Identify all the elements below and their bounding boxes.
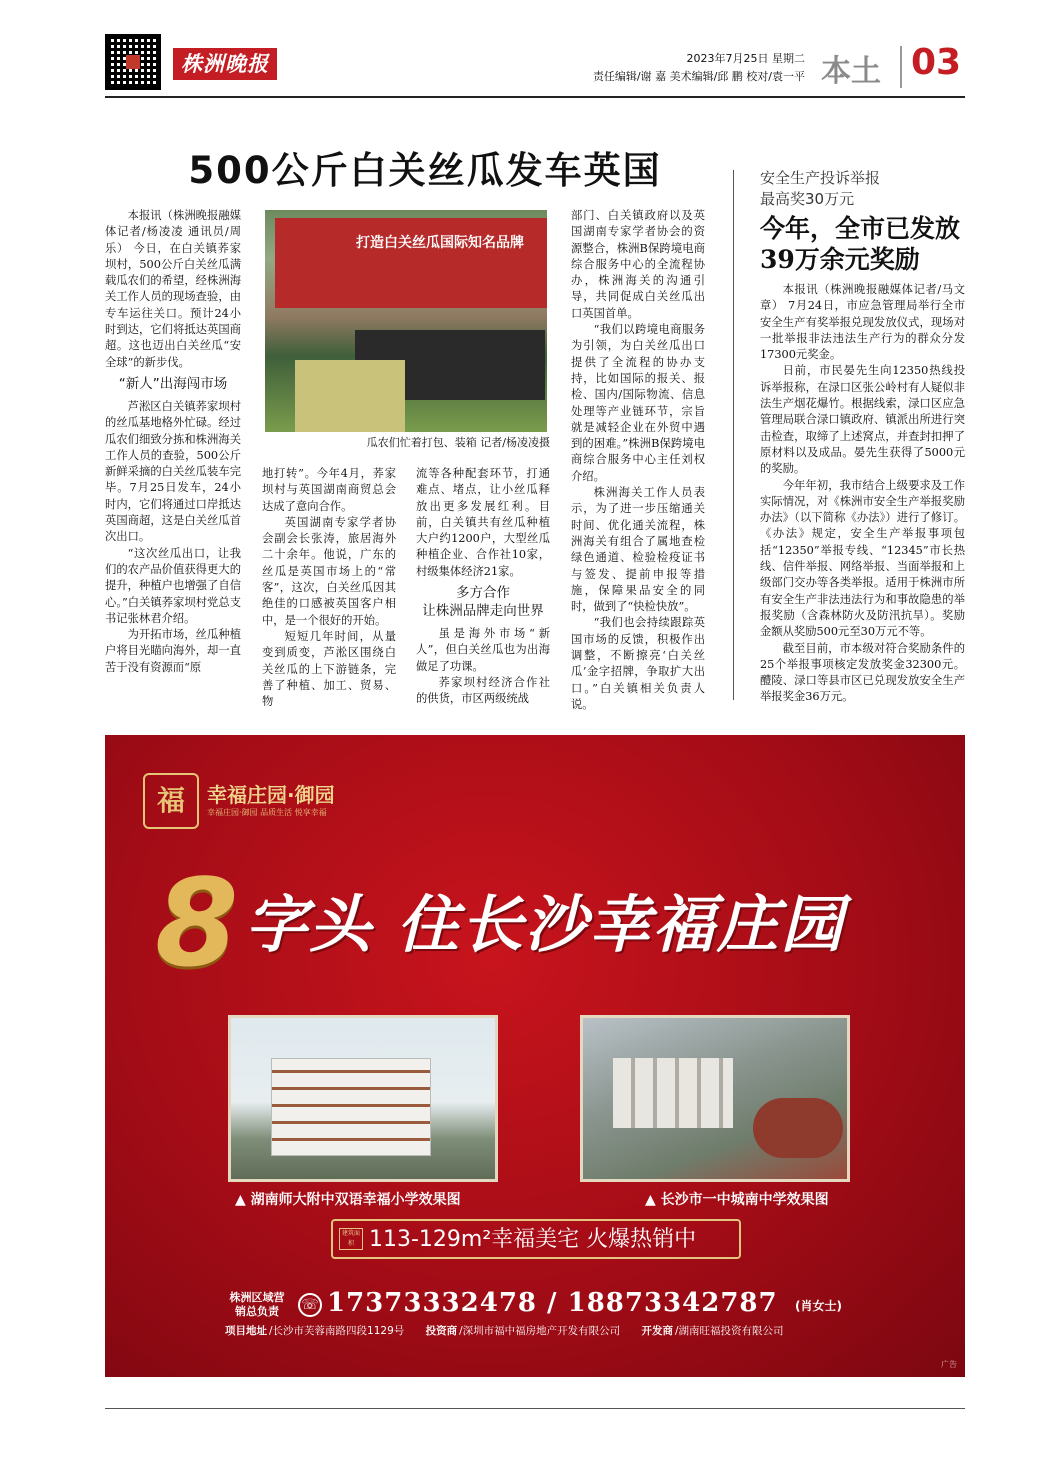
- address-value: /长沙市芙蓉南路四段1129号: [269, 1325, 405, 1337]
- article1-paragraph: 为开拓市场，丝瓜种植户将目光瞄向海外，却一直苦于没有资源而“原: [105, 628, 241, 674]
- article1-paragraph: “我们以跨境电商服务为引领，为白关丝瓜出口提供了全流程的协办支持，比如国际的报关、报检、国内/国际物流、信息处理等产业链环节，宗旨就是减轻企业在外贸中遇到的困难。”株洲B保跨境电商综合服务中心主任刘权介绍。: [571, 323, 705, 483]
- ad-slogan: 字头 住长沙幸福庄园: [245, 888, 845, 961]
- article2-kicker: [760, 168, 880, 210]
- primary-school-rendering[interactable]: [228, 1015, 498, 1182]
- photo-banner-text: 打造白关丝瓜国际知名品牌: [356, 235, 524, 251]
- ad-offer-text: 113-129m²幸福美宅 火爆热销中: [369, 1227, 697, 1252]
- article1-paragraph: 芦淞区白关镇荞家坝村的丝瓜基地格外忙碌。经过瓜农们细致分拣和株洲海关工作人员的查验，500公斤新鲜采摘的白关丝瓜装车完毕。7月25日发车，24小时内，它们将通过口岸抵达英国商超，这是白关丝瓜首次出口。: [105, 399, 241, 544]
- article1-paragraph: 部门、白关镇政府以及英国湖南专家学者协会的资源整合，株洲B保跨境电商综合服务中心的全流程协办，株洲海关的沟通引导，共同促成白关丝瓜出口英国首单。: [571, 209, 705, 320]
- page-bottom-rule: [105, 1408, 965, 1409]
- article2-paragraph: 本报讯（株洲晚报融媒体记者/马文章） 7月24日，市应急管理局举行全市安全生产有奖举报兑现发放仪式，现场对一批举报非法违法生产行为的群众分发17300元奖金。: [760, 283, 965, 362]
- masthead-rule: [105, 96, 965, 98]
- brand-emblem-icon: 福: [143, 773, 199, 829]
- ad-footer: [225, 1323, 965, 1338]
- article2-paragraph: 今年年初，我市结合上级要求及工作实际情况，对《株洲市安全生产举报奖励办法》（以下简称《办法》）进行了修订。《办法》规定，安全生产举报事项包括“12350”举报专线、“12345”市长热线、信件举报、网络举报、当面举报和上级部门交办等各类举报。适用于株洲市所有安全生产非法违法行为和事故隐患的举报奖励（含森林防火及防汛抗旱）。奖励金额从奖励500元至30万元不等。: [760, 478, 965, 639]
- article1-paragraph: “这次丝瓜出口，让我们的农产品价值获得更大的提升，种植户也增强了自信心。”白关镇荞家坝村党总支书记张林君介绍。: [105, 546, 241, 625]
- article1-subhead-2: [416, 584, 550, 620]
- ad-caption-left: ▲ 湖南师大附中双语幸福小学效果图: [235, 1192, 461, 1208]
- qr-code-icon[interactable]: [105, 34, 161, 90]
- article2-paragraph: 截至目前，市本级对符合奖励条件的25个举报事项核定发放奖金32300元。醴陵、渌口等县市区已兑现发放安全生产举报奖金36万元。: [760, 641, 965, 704]
- page-number: 03: [911, 42, 962, 83]
- ad-contact-label: 株洲区域营销总负责: [229, 1291, 285, 1318]
- newspaper-logo: 株洲晚报: [173, 48, 277, 80]
- crate-shape: [295, 360, 405, 432]
- ad-offer-tag: 建筑面积: [339, 1228, 363, 1250]
- kicker-line: 安全生产投诉举报: [760, 169, 881, 187]
- ad-brand-name: 幸福庄园·御园: [207, 783, 335, 807]
- developer-label: 开发商: [641, 1325, 673, 1337]
- kicker-line: 最高奖30万元: [760, 190, 855, 208]
- ad-offer-box: [331, 1219, 741, 1259]
- photo-caption: 瓜农们忙着打包、装箱 记者/杨凌凌摄: [366, 436, 550, 449]
- ad-mark: 广告: [941, 1360, 957, 1369]
- running-track-shape: [753, 1098, 843, 1158]
- middle-school-rendering[interactable]: [580, 1015, 850, 1182]
- article1-paragraph: 虽是海外市场“新人”，但白关丝瓜也为出海做足了功课。: [416, 627, 550, 673]
- phone-icon: ☏: [298, 1293, 322, 1317]
- ad-caption-right: ▲ 长沙市一中城南中学效果图: [645, 1192, 829, 1208]
- article1-paragraph: 短短几年时间，从量变到质变，芦淞区围绕白关丝瓜的上下游链条，完善了种植、加工、贸易、物: [262, 629, 396, 709]
- issue-date: 2023年7月25日 星期二: [686, 52, 805, 65]
- article1-paragraph: 荞家坝村经济合作社的供货，市区两级统战: [416, 675, 550, 706]
- article2-headline: 今年，全市已发放39万余元奖励: [760, 214, 961, 274]
- article1-column-4: [571, 208, 705, 713]
- article1-paragraph: 英国湖南专家学者协会副会长张涛，旅居海外二十余年。他说，广东的丝瓜是英国市场上的“常客”，这次，白关丝瓜因其绝佳的口感被英国客户相中，是一个很好的开始。: [262, 515, 396, 627]
- investor-label: 投资商: [425, 1325, 458, 1337]
- developer-value: /湖南旺福投资有限公司: [675, 1325, 784, 1337]
- article1-subhead-1: “新人”出海闯市场: [118, 375, 228, 392]
- address-label: 项目地址: [225, 1325, 267, 1337]
- article1-paragraph: 本报讯（株洲晚报融媒体记者/杨凌凌 通讯员/周乐） 今日，在白关镇荞家坝村，500公斤白关丝瓜满载瓜农们的希望，经株洲海关工作人员的现场查验，由专车运往关口。预计24小时到达，它们将抵达英国商超。这也迈出白关丝瓜“安全球”的新步伐。: [105, 209, 241, 369]
- article2-paragraph: 日前，市民晏先生向12350热线投诉举报称，在渌口区张公岭村有人疑似非法生产烟花爆竹。根据线索，渌口区应急管理局联合渌口镇政府、镇派出所进行突击检查，取缔了上述窝点，并查封扣押了原材料以及成品。晏先生获得了5000元的奖励。: [760, 364, 965, 476]
- article1-paragraph: 株洲海关工作人员表示，为了进一步压缩通关时间、优化通关流程，株洲海关有组合了属地查检绿色通道、检验检疫证书与签发、提前申报等措施，保障果品安全的同时，做到了“快检快放”。: [571, 486, 705, 614]
- ad-contact-person: (肖女士): [795, 1299, 842, 1313]
- article1-column-1: [105, 208, 241, 676]
- ad-brand-tagline: 幸福庄园·御园 品质生活 悦享幸福: [207, 808, 327, 817]
- article1-paragraph: 流等各种配套环节，打通难点、堵点，让小丝瓜释放出更多发展红利。目前，白关镇共有丝瓜种植大户约1200户，大型丝瓜种植企业、合作社10家，村级集体经济21家。: [416, 467, 550, 578]
- building-shape: [613, 1058, 733, 1128]
- article1-column-3: [416, 466, 550, 708]
- real-estate-ad[interactable]: [105, 735, 965, 1377]
- investor-value: /深圳市福中福房地产开发有限公司: [459, 1325, 621, 1337]
- article2-body: [760, 282, 965, 706]
- section-name: 本土: [821, 54, 881, 89]
- article1-headline: 500公斤白关丝瓜发车英国: [188, 149, 662, 192]
- article1-paragraph: 地打转”。今年4月，荞家坝村与英国湖南商贸总会达成了意向合作。: [262, 467, 396, 513]
- subhead-line: 多方合作: [456, 585, 510, 602]
- subhead-line: 让株洲品牌走向世界: [422, 603, 544, 620]
- masthead: [105, 28, 965, 98]
- column-divider: [733, 170, 734, 700]
- article1-column-2: [262, 466, 396, 710]
- ad-big-digit: 8: [155, 855, 239, 994]
- issue-editors: 责任编辑/谢 嘉 美术编辑/邱 鹏 校对/袁一平: [592, 70, 805, 83]
- section-divider: [900, 46, 902, 88]
- building-shape: [271, 1058, 431, 1156]
- article1-photo[interactable]: [265, 210, 547, 432]
- ad-phone-numbers[interactable]: 17373332478 / 18873342787: [327, 1288, 778, 1318]
- article1-paragraph: “我们也会持续跟踪英国市场的反馈，积极作出调整，不断擦亮‘白关丝瓜’金字招牌，争取扩大出口。”白关镇相关负责人说。: [571, 616, 705, 711]
